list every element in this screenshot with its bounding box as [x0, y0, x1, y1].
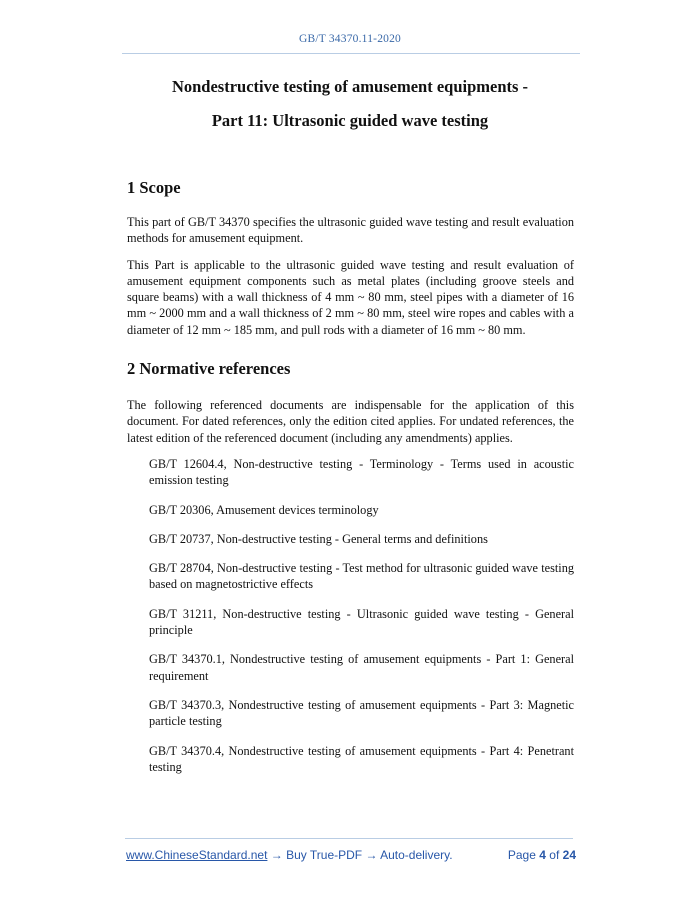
section-heading-scope: 1 Scope: [127, 178, 181, 197]
total-pages: 24: [562, 848, 576, 862]
page-indicator: [508, 848, 576, 862]
page-number: 4: [539, 848, 546, 862]
website-link[interactable]: www.ChineseStandard.net: [126, 848, 268, 862]
page-label: Page: [507, 848, 536, 862]
reference-item: GB/T 28704, Non-destructive testing - Test method for ultrasonic guided wave testing based on magnetostrictive effects: [149, 561, 574, 592]
document-body: [127, 178, 574, 788]
reference-item: GB/T 20306, Amusement devices terminology: [149, 502, 379, 517]
footer-divider: [125, 838, 573, 839]
page-footer: [126, 848, 576, 862]
document-title-line1: Nondestructive testing of amusement equipments -: [171, 77, 529, 96]
footer-tagline: → Buy True-PDF → Auto-delivery.: [267, 848, 453, 862]
scope-paragraph-2: This Part is applicable to the ultrasonic guided wave testing and result evaluation of amusement equipment components such as metal plates (including groove steels and square beams) with a wall thickness of 4 mm ~ 80 mm, steel pipes with a diameter of 16 mm ~ 2000 mm and a wall thickness of 2 mm ~ 80 mm, steel wire ropes and cables with a diameter of 12 mm ~ 185 mm, and pull rods with a diameter of 16 mm ~ 80 mm.: [127, 257, 574, 337]
reference-item: GB/T 20737, Non-destructive testing - General terms and definitions: [149, 531, 488, 546]
reference-item: GB/T 31211, Non-destructive testing - Ultrasonic guided wave testing - General principle: [149, 606, 574, 638]
section-heading-normative-references: 2 Normative references: [127, 359, 291, 379]
scope-paragraph-1: This part of GB/T 34370 specifies the ultrasonic guided wave testing and result evaluation methods for amusement equipment.: [127, 215, 574, 246]
header-divider: [122, 53, 580, 54]
reference-item: GB/T 34370.4, Nondestructive testing of amusement equipments - Part 4: Penetrant testing: [149, 743, 574, 774]
reference-item: GB/T 34370.3, Nondestructive testing of amusement equipments - Part 3: Magnetic particle testing: [149, 697, 574, 729]
normative-references-intro: The following referenced documents are indispensable for the application of this document. For dated references, only the edition cited applies. For undated references, the latest edition of the referenced document (including any amendments) applies.: [127, 398, 574, 445]
reference-item: GB/T 12604.4, Non-destructive testing - Terminology - Terms used in acoustic emission testing: [149, 456, 574, 488]
reference-list: [127, 456, 574, 775]
document-title-line2: Part 11: Ultrasonic guided wave testing: [211, 111, 489, 130]
document-header: GB/T 34370.11-2020: [299, 33, 401, 45]
reference-item: GB/T 34370.1, Nondestructive testing of amusement equipments - Part 1: General requirement: [149, 652, 574, 683]
of-label: of: [549, 848, 560, 862]
